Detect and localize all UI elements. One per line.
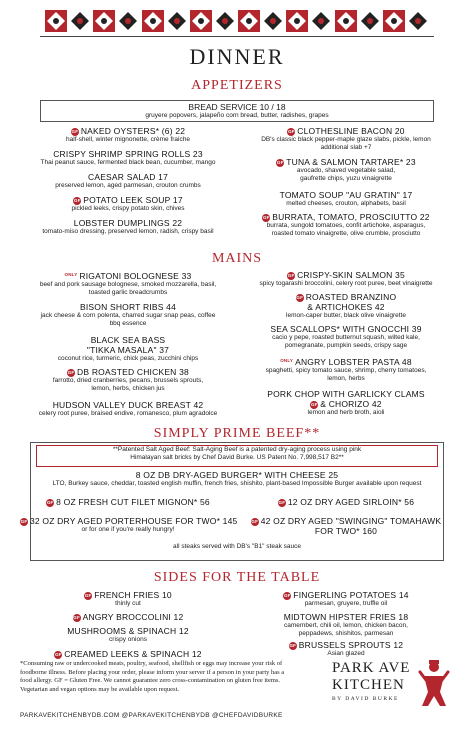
pattern-tile	[213, 10, 237, 32]
menu-item-mushrooms-spinach: MUSHROOMS & SPINACH 12 crispy onions	[67, 626, 189, 643]
menu-item-sea-scallops: SEA SCALLOPS* WITH GNOCCHI 39 cacio y pepe, roasted butternut squash, wilted kale, pomegranate, pumpkin seeds, crispy sage	[270, 324, 422, 349]
gluten-free-icon: GF	[310, 402, 318, 407]
gluten-free-icon: GF	[20, 519, 28, 524]
menu-item-naked-oysters: GF NAKED OYSTERS* (6) 22 half-shell, winter mignonette, crème fraiche	[66, 126, 190, 143]
menu-item-dry-aged-sirloin: GF 12 OZ DRY AGED SIRLOIN* 56	[278, 497, 415, 507]
pattern-tile	[261, 10, 285, 32]
gluten-free-icon: GF	[276, 160, 284, 165]
menu-item-tuna-salmon-tartare: GF TUNA & SALMON TARTARE* 23 avocado, shaved vegetable salad, gaufrette chips, yuzu vinaigrette	[276, 157, 416, 182]
menu-item-pork-chop: PORK CHOP WITH GARLICKY CLAMS GF & CHORIZO 42 lemon and herb broth, aioli	[267, 389, 425, 416]
menu-item-clothesline-bacon: GF CLOTHESLINE BACON 20 DB's classic black pepper-maple glaze slabs, pickle, lemon additional slab +7	[261, 126, 431, 151]
gluten-free-icon: GF	[71, 129, 79, 134]
bread-service-desc: gruyere popovers, jalapeño corn bread, butter, radishes, grapes	[145, 112, 329, 119]
pattern-tile	[309, 10, 333, 32]
patent-notice-box: **Patented Salt Aged Beef: Salt-Aging Beef is a patented dry-aging process using pink Himalayan salt bricks by Chef David Burke. US Patent No. 7,998,517 B2**	[36, 445, 438, 467]
menu-item-rigatoni-bolognese: ONLY RIGATONI BOLOGNESE 33 beef and pork sausage bolognese, smoked mozzarella, basil, toasted garlic breadcrumbs	[39, 271, 217, 296]
page-title: DINNER	[189, 44, 285, 69]
menu-item-lobster-dumplings: LOBSTER DUMPLINGS 22 tomato-miso dressing, preserved lemon, radish, crispy basil	[42, 218, 214, 235]
menu-item-brussels-sprouts: GF BRUSSELS SPROUTS 12 Asian glazed	[289, 640, 404, 657]
menu-item-angry-lobster-pasta: ONLY ANGRY LOBSTER PASTA 48 spaghetti, spicy tomato sauce, shrimp, cherry tomatoes, lemon, herbs	[265, 357, 427, 382]
gluten-free-icon: GF	[289, 643, 297, 648]
sides-heading: SIDES FOR THE TABLE	[153, 570, 321, 585]
menu-item-creamed-leeks: GF CREAMED LEEKS & SPINACH 12	[54, 649, 202, 659]
gluten-free-icon: GF	[287, 273, 295, 278]
pattern-tile	[285, 10, 309, 32]
gluten-free-icon: GF	[262, 215, 270, 220]
pattern-tile	[141, 10, 165, 32]
chef-figure-icon	[416, 658, 452, 708]
allergy-disclaimer: *Consuming raw or undercooked meats, poultry, seafood, shellfish or eggs may increase your risk of foodborne illness. Before placing your order, please inform your server if a person in your party has a food allergy. GF = Gluten Free. We cannot guarantee zero cross-contamination on gluten free items. Vegetarian and vegan options may be available upon request.	[20, 660, 285, 693]
gluten-free-icon: GF	[283, 593, 291, 598]
pattern-tile	[68, 10, 92, 32]
gluten-free-icon: GF	[287, 129, 295, 134]
pattern-tile	[44, 10, 68, 32]
menu-item-tomahawk: GF 42 OZ DRY AGED "SWINGING" TOMAHAWK FOR TWO* 160	[251, 516, 442, 536]
menu-item-duck-breast: HUDSON VALLEY DUCK BREAST 42 celery root puree, braised endive, romanesco, plum agradolce	[38, 400, 218, 417]
pattern-tile	[165, 10, 189, 32]
menu-item-black-sea-bass: BLACK SEA BASS "TIKKA MASALA" 37 coconut rice, turmeric, chick peas, zucchini chips	[57, 335, 199, 362]
gluten-free-icon: GF	[54, 652, 62, 657]
restaurant-logo: PARK AVE KITCHEN BY DAVID BURKE	[332, 658, 452, 714]
steak-sauce-note: all steaks served with DB's "B1" steak sauce	[173, 543, 301, 550]
bread-service-name: BREAD SERVICE 10 / 18	[188, 102, 286, 112]
gluten-free-icon: GF	[278, 500, 286, 505]
pattern-tile	[116, 10, 140, 32]
pattern-tile	[189, 10, 213, 32]
pattern-tile	[406, 10, 430, 32]
footer-links[interactable]: PARKAVEKITCHENBYDB.COM @PARKAVEKITCHENBYDB @CHEFDAVIDBURKE	[20, 712, 283, 719]
pattern-tile	[334, 10, 358, 32]
gluten-free-icon: GF	[84, 593, 92, 598]
menu-item-crispy-skin-salmon: GF CRISPY-SKIN SALMON 35 spicy togarashi broccolini, celery root puree, beet vinaigrette	[259, 270, 433, 287]
pattern-tile	[358, 10, 382, 32]
top-divider	[40, 36, 434, 37]
menu-item-french-fries: GF FRENCH FRIES 10 thinly cut	[84, 590, 172, 607]
menu-item-roasted-branzino: GF ROASTED BRANZINO & ARTICHOKES 42 lemon-caper butter, black olive vinaigrette	[286, 292, 406, 319]
bread-service-box	[40, 100, 434, 122]
menu-item-spring-rolls: CRISPY SHRIMP SPRING ROLLS 23 Thai peanut sauce, fermented black bean, cucumber, mango	[40, 149, 216, 166]
menu-item-db-burger: 8 OZ DB DRY-AGED BURGER* WITH CHEESE 25 LTO, Burkey sauce, cheddar, toasted english muffin, french fries, shishito, plant-based Impossible Burger available upon request	[52, 470, 422, 487]
gluten-free-icon: GF	[67, 370, 75, 375]
gluten-free-icon: GF	[73, 198, 81, 203]
gluten-free-icon: GF	[251, 519, 259, 524]
only-here-icon: ONLY	[64, 272, 78, 277]
menu-item-caesar-salad: CAESAR SALAD 17 preserved lemon, aged parmesan, crouton crumbs	[55, 172, 201, 189]
appetizers-heading: APPETIZERS	[191, 78, 283, 93]
menu-item-tomato-soup: TOMATO SOUP "AU GRATIN" 17 melted cheeses, crouton, alphabets, basil	[279, 190, 413, 207]
menu-item-angry-broccolini: GF ANGRY BROCCOLINI 12	[73, 612, 184, 622]
gluten-free-icon: GF	[73, 615, 80, 620]
decorative-pattern-border	[44, 10, 430, 32]
menu-item-bison-short-ribs: BISON SHORT RIBS 44 jack cheese & corn polenta, charred sugar snap peas, coffee bbq essence	[40, 302, 216, 327]
menu-item-porterhouse: GF 32 OZ DRY AGED PORTERHOUSE FOR TWO* 145 or for one if you're really hungry!	[20, 516, 238, 533]
only-here-icon: ONLY	[280, 358, 294, 363]
menu-item-burrata: GF BURRATA, TOMATO, PROSCIUTTO 22 burrata, sungold tomatoes, confit artichoke, asparagus, roasted tomato vinaigrette, olive crumble, prosciutto	[262, 212, 430, 237]
mains-heading: MAINS	[211, 251, 263, 266]
menu-item-db-roasted-chicken: GF DB ROASTED CHICKEN 38 farrotto, dried cranberries, pecans, brussels sprouts, lemon, herbs, chicken jus	[52, 367, 204, 392]
menu-item-fingerling-potatoes: GF FINGERLING POTATOES 14 parmesan, gruyere, truffle oil	[283, 590, 409, 607]
menu-item-midtown-hipster-fries: MIDTOWN HIPSTER FRIES 18 camembert, chili oil, lemon, chicken bacon, peppadews, shishitos, parmesan	[283, 612, 409, 637]
gluten-free-icon: GF	[296, 295, 304, 300]
menu-item-filet-mignon: GF 8 OZ FRESH CUT FILET MIGNON* 56	[46, 497, 210, 507]
menu-item-potato-leek-soup: GF POTATO LEEK SOUP 17 pickled leeks, crispy potato skin, chives	[71, 195, 185, 212]
beef-heading: SIMPLY PRIME BEEF**	[153, 426, 321, 441]
pattern-tile	[237, 10, 261, 32]
gluten-free-icon: GF	[46, 500, 54, 505]
pattern-tile	[382, 10, 406, 32]
pattern-tile	[92, 10, 116, 32]
